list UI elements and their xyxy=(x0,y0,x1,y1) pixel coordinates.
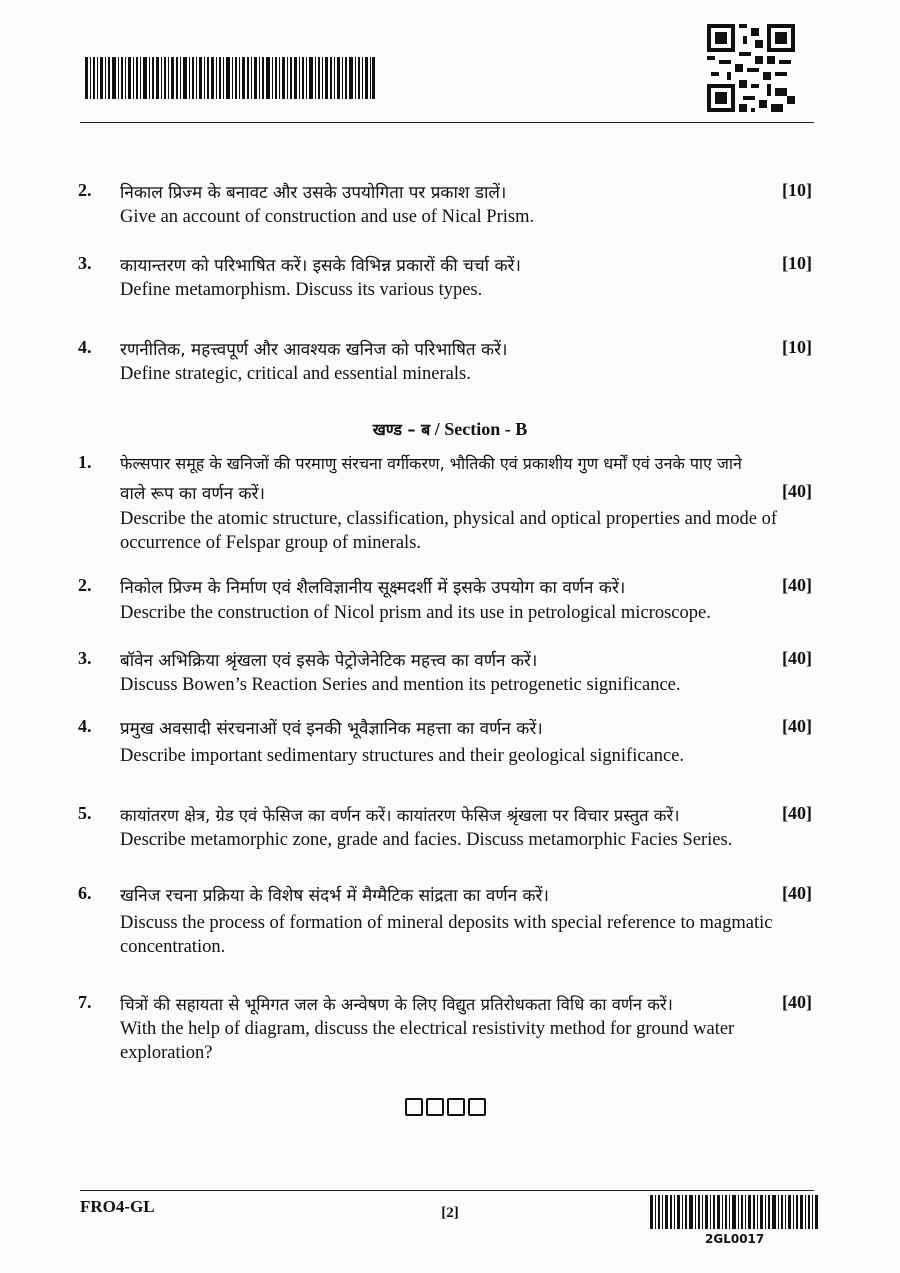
question-text-english: Define strategic, critical and essential minerals. xyxy=(120,364,471,384)
question-text-hindi: निकोल प्रिज्म के निर्माण एवं शैलविज्ञानीय सूक्ष्मदर्शी में इसके उपयोग का वर्णन करें। xyxy=(120,578,626,598)
top-barcode xyxy=(85,57,375,99)
question-text-english: With the help of diagram, discuss the electrical resistivity method for ground water exploration? xyxy=(120,1019,735,1063)
question-text-english: Discuss Bowen’s Reaction Series and mention its petrogenetic significance. xyxy=(120,675,681,695)
question-marks: [40] xyxy=(782,992,812,1012)
question-text-hindi-line2: वाले रूप का वर्णन करें। xyxy=(120,484,265,504)
question-number: 2. xyxy=(78,575,92,595)
serial-number: 2GL0017 xyxy=(705,1232,765,1246)
question-marks: [40] xyxy=(782,883,812,903)
question-marks: [10] xyxy=(782,180,812,200)
question-text-hindi: कायांतरण क्षेत्र, ग्रेड एवं फेसिज का वर्णन करें। कायांतरण फेसिज श्रृंखला पर विचार प्रस्तुत करें। xyxy=(120,806,680,825)
question-text-hindi: फेल्सपार समूह के खनिजों की परमाणु संरचना वर्गीकरण, भौतिकी एवं प्रकाशीय गुण धर्मों एवं उनके पाए जाने xyxy=(120,454,742,473)
section-b-header-english: Section - B xyxy=(444,419,528,439)
footer-divider xyxy=(80,1190,814,1191)
question-marks: [40] xyxy=(782,648,812,668)
question-number: 4. xyxy=(78,716,92,736)
question-marks: [10] xyxy=(782,337,812,357)
question-marks: [40] xyxy=(782,716,812,736)
question-number: 3. xyxy=(78,253,92,273)
section-b-header-separator: / xyxy=(430,419,445,439)
question-text-hindi: रणनीतिक, महत्त्वपूर्ण और आवश्यक खनिज को परिभाषित करें। xyxy=(120,340,508,360)
footer-barcode xyxy=(650,1195,818,1229)
question-text-hindi: चित्रों की सहायता से भूमिगत जल के अन्वेषण के लिए विद्युत प्रतिरोधकता विधि का वर्णन करें। xyxy=(120,995,673,1014)
question-text-english: Describe important sedimentary structures and their geological significance. xyxy=(120,746,685,766)
question-number: 1. xyxy=(78,452,92,472)
section-b-header-hindi: खण्ड – ब xyxy=(372,420,431,439)
question-number: 5. xyxy=(78,803,92,823)
question-marks: [40] xyxy=(782,575,812,595)
question-text-hindi: प्रमुख अवसादी संरचनाओं एवं इनकी भूवैज्ञानिक महत्ता का वर्णन करें। xyxy=(120,719,543,739)
page-number: [2] xyxy=(441,1205,459,1221)
question-number: 2. xyxy=(78,180,92,200)
question-text-english: Describe metamorphic zone, grade and facies. Discuss metamorphic Facies Series. xyxy=(120,830,733,850)
question-text-english: Discuss the process of formation of mineral deposits with special reference to magmatic concentration. xyxy=(120,913,773,957)
qr-code xyxy=(707,24,795,112)
question-marks: [40] xyxy=(782,803,812,823)
question-text-english: Describe the construction of Nicol prism and its use in petrological microscope. xyxy=(120,603,711,623)
question-number: 6. xyxy=(78,883,92,903)
paper-code: FRO4-GL xyxy=(80,1197,155,1216)
question-text-english: Give an account of construction and use of Nical Prism. xyxy=(120,207,535,227)
question-text-english: Describe the atomic structure, classification, physical and optical properties and mode of occurrence of Felspar group of minerals. xyxy=(120,509,778,553)
section-b-header xyxy=(0,418,900,440)
question-marks: [40] xyxy=(782,481,812,501)
question-text-hindi: निकाल प्रिज्म के बनावट और उसके उपयोगिता पर प्रकाश डालें। xyxy=(120,183,507,203)
question-text-english: Define metamorphism. Discuss its various types. xyxy=(120,280,483,300)
header-divider xyxy=(80,122,814,123)
end-of-paper-marker xyxy=(405,1098,489,1121)
question-number: 3. xyxy=(78,648,92,668)
question-marks: [10] xyxy=(782,253,812,273)
question-number: 7. xyxy=(78,992,92,1012)
question-text-hindi: खनिज रचना प्रक्रिया के विशेष संदर्भ में मैग्मैटिक सांद्रता का वर्णन करें। xyxy=(120,886,549,906)
question-text-hindi: बॉवेन अभिक्रिया श्रृंखला एवं इसके पेट्रोजेनेटिक महत्त्व का वर्णन करें। xyxy=(120,651,538,671)
question-number: 4. xyxy=(78,337,92,357)
question-text-hindi: कायान्तरण को परिभाषित करें। इसके विभिन्न प्रकारों की चर्चा करें। xyxy=(120,256,521,276)
